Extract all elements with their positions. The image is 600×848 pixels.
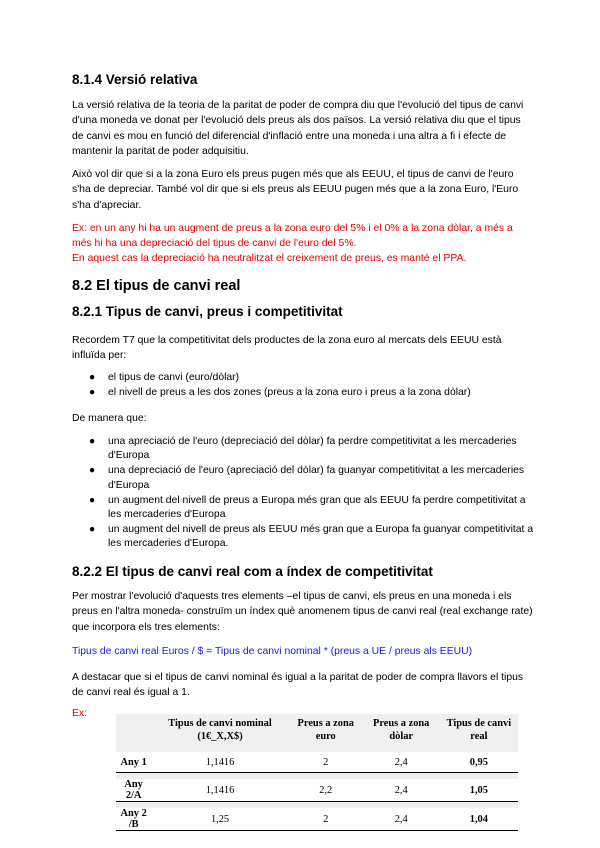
example-text-2: En aquest cas la depreciació ha neutralitzat el creixement de preus, es manté el PPA.: [72, 253, 467, 264]
table-row: Any 2 /B 1,25 2 2,4 1,04: [116, 808, 518, 831]
list-item: ● el nivell de preus a les dos zones (preus a la zona euro i preus a la zona dòlar): [72, 386, 534, 400]
list-item: ● el tipus de canvi (euro/dòlar): [72, 371, 534, 385]
bullet-icon: ●: [89, 372, 96, 383]
header-cell: [116, 714, 151, 746]
example-text-1: Ex: en un any hi ha un augment de preus a la zona euro del 5% i el 0% a la zona dòlar, a més a més hi ha una depreciació del tipus de canvi de l'euro del 5%.: [72, 223, 513, 250]
competitiveness-factors-list: [72, 371, 534, 401]
paragraph-real-exchange-rate: Per mostrar l'evolució d'aquests tres elements –el tipus de canvi, els preus en una moneda i els preus en l'altra moneda- construïm un índex què anomenem tipus de canvi real (real exchange rate) que incorpora els tres elements:: [72, 591, 533, 633]
table-row: Any 2/A 1,1416 2,2 2,4 1,05: [116, 779, 518, 802]
bullet-icon: ●: [89, 524, 96, 536]
table-row: Any 1 1,1416 2 2,4 0,95: [116, 752, 518, 773]
paragraph-euro-depreciation: Això vol dir que si a la zona Euro els preus pugen més que als EEUU, el tipus de canvi de l'euro s'ha de depreciar. També vol dir que si els preus als EEUU pugen més que a la zona Euro, l'Euro s'ha d'apreciar.: [72, 169, 519, 211]
real-exchange-rate-table: [116, 714, 518, 831]
bullet-icon: ●: [89, 465, 96, 477]
formula-text: Tipus de canvi real Euros / $ = Tipus de canvi nominal * (preus a UE / preus als EEUU): [72, 646, 473, 657]
header-cell: Tipus de canvi nominal (1€_X,X$): [168, 718, 272, 742]
list-item: ● una depreciació de l'euro (apreciació del dòlar) fa guanyar competitivitat a les mercaderies d'Europa: [89, 465, 525, 491]
paragraph-relative-version: La versió relativa de la teoria de la paritat de poder de compra diu que l'evolució del tipus de canvi d'una moneda ve donat per l'evolució dels preus als dos països. La versió relativa diu que el tipus de canvi es mou en funció del diferencial d'inflació entre una moneda i una altra a fi i efecte de mantenir la paritat de poder adquisitiu.: [72, 100, 524, 158]
header-cell: Preus a zona euro: [297, 718, 354, 742]
list-item: ● un augment del nivell de preus als EEUU més gran que a Europa fa guanyar competitivitat a les mercaderies d'Europa.: [89, 524, 534, 550]
table-header-row: [116, 714, 518, 746]
header-cell: Tipus de canvi real: [446, 718, 512, 742]
bullet-icon: ●: [89, 387, 96, 399]
list-item: ● una apreciació de l'euro (depreciació del dòlar) fa perdre competitivitat a les mercaderies d'Europa: [89, 436, 517, 462]
example-label: Ex:: [72, 708, 88, 719]
section-8-2-2-title: 8.2.2 El tipus de canvi real com a índex de competitivitat: [72, 564, 433, 579]
paragraph-so-that: De manera que:: [72, 413, 147, 424]
paragraph-recall: Recordem T7 que la competitivitat dels productes de la zona euro al mercats dels EEUU està influïda per:: [72, 335, 502, 362]
effects-list: [72, 435, 534, 553]
bullet-icon: ●: [89, 436, 96, 447]
list-item: ● un augment del nivell de preus a Europa més gran que als EEUU fa perdre competitivitat a les mercaderies d'Europa: [89, 494, 526, 521]
bullet-icon: ●: [89, 494, 96, 506]
paragraph-ppp-equal-one: A destacar que si el tipus de canvi nominal és igual a la paritat de poder de compra llavors el tipus de canvi real és igual a 1.: [72, 672, 524, 699]
section-8-2-title: 8.2 El tipus de canvi real: [72, 278, 241, 294]
section-8-2-1-title: 8.2.1 Tipus de canvi, preus i competitivitat: [72, 304, 343, 319]
section-8-1-4-title: 8.1.4 Versió relativa: [72, 72, 198, 87]
header-cell: Preus a zona dòlar: [373, 718, 430, 742]
